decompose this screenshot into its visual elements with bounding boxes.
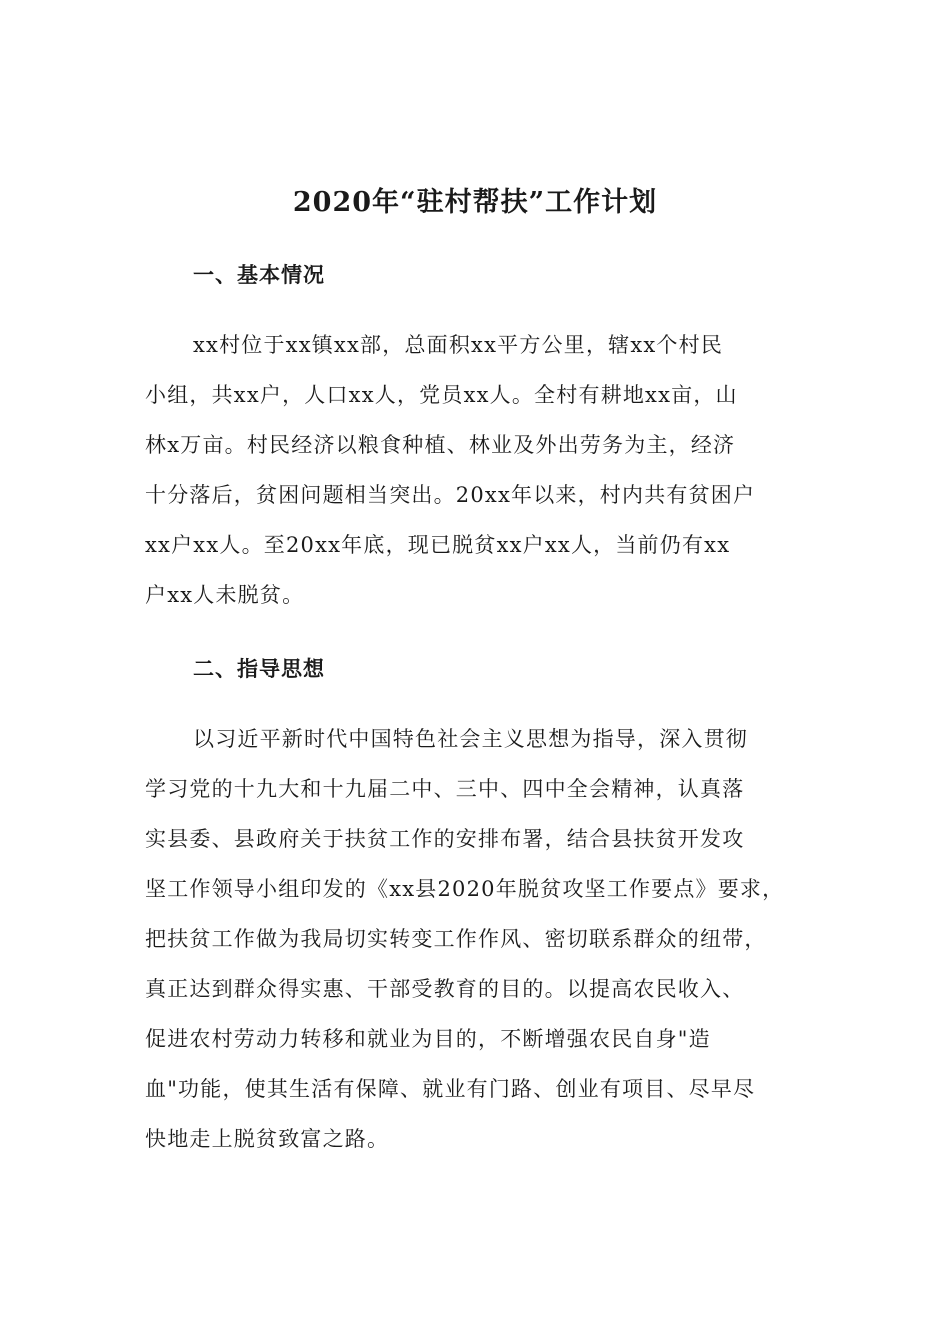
paragraph-line: 坚工作领导小组印发的《xx县2020年脱贫攻坚工作要点》要求， xyxy=(145,877,785,901)
paragraph-line: 小组，共xx户，人口xx人，党员xx人。全村有耕地xx亩，山 xyxy=(145,383,738,407)
paragraph-line: 把扶贫工作做为我局切实转变工作作风、密切联系群众的纽带， xyxy=(145,927,767,951)
paragraph-line: 户xx人未脱贫。 xyxy=(145,583,305,607)
paragraph-line: 学习党的十九大和十九届二中、三中、四中全会精神，认真落 xyxy=(145,777,745,801)
section-heading-guiding-thought: 二、指导思想 xyxy=(193,656,325,681)
paragraph-line: 快地走上脱贫致富之路。 xyxy=(145,1127,390,1151)
document-title: 2020年“驻村帮扶”工作计划 xyxy=(292,187,658,218)
paragraph-line: xx村位于xx镇xx部，总面积xx平方公里，辖xx个村民 xyxy=(193,333,724,357)
paragraph-line: 促进农村劳动力转移和就业为目的，不断增强农民自身"造 xyxy=(145,1027,711,1051)
paragraph-line: 实县委、县政府关于扶贫工作的安排布署，结合县扶贫开发攻 xyxy=(145,827,745,851)
paragraph-line: xx户xx人。至20xx年底，现已脱贫xx户xx人，当前仍有xx xyxy=(145,533,731,557)
paragraph-line: 以习近平新时代中国特色社会主义思想为指导，深入贯彻 xyxy=(193,727,748,751)
paragraph-line: 血"功能，使其生活有保障、就业有门路、创业有项目、尽早尽 xyxy=(145,1077,756,1101)
paragraph-line: 真正达到群众得实惠、干部受教育的目的。以提高农民收入、 xyxy=(145,977,745,1001)
paragraph-line: 十分落后，贫困问题相当突出。20xx年以来，村内共有贫困户 xyxy=(145,483,756,507)
paragraph-line: 林x万亩。村民经济以粮食种植、林业及外出劳务为主，经济 xyxy=(145,433,736,457)
section-heading-basic-situation: 一、基本情况 xyxy=(193,262,325,287)
